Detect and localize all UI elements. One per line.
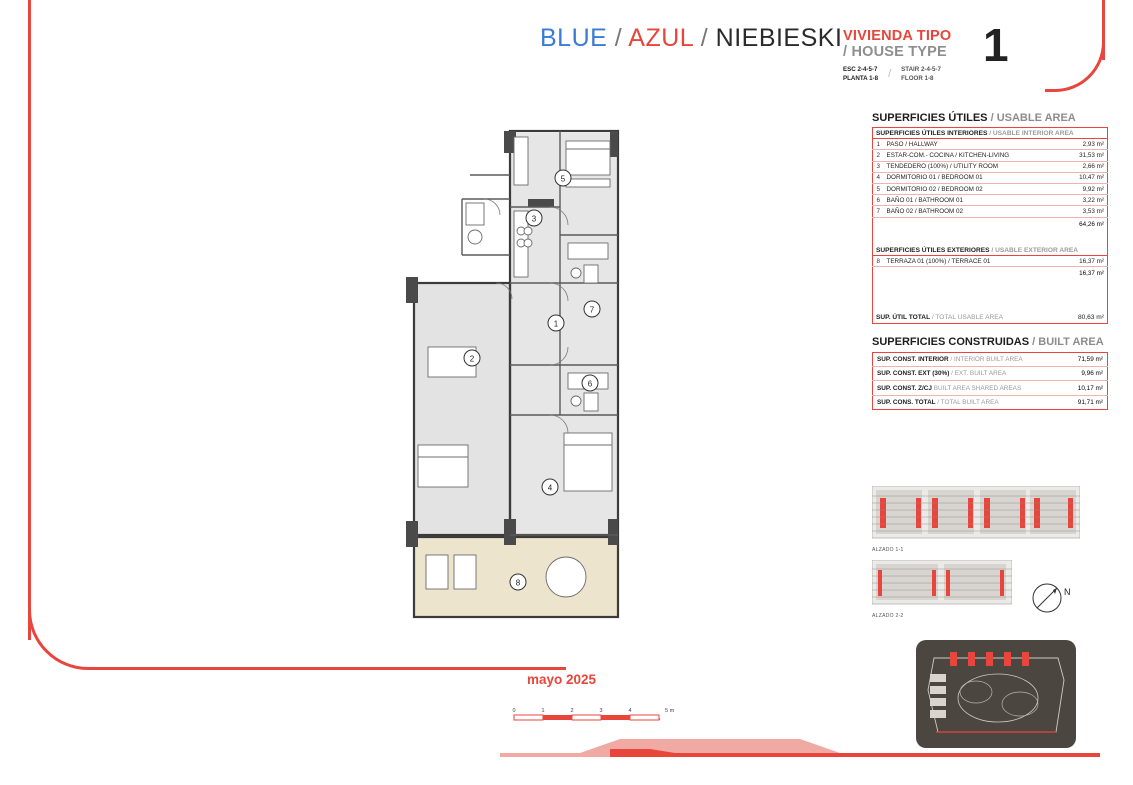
table-blank	[873, 279, 1108, 288]
svg-text:6: 6	[587, 379, 593, 389]
grand-total-label-es: SUP. ÚTIL TOTAL	[876, 314, 930, 322]
title-sep-2: /	[700, 24, 709, 52]
table-row	[873, 256, 1108, 267]
built-row-label	[873, 367, 1060, 381]
built-row-value: 10,17 m²	[1060, 381, 1108, 395]
row-label: DORMITORIO 02 / BEDROOM 02	[884, 183, 1062, 194]
svg-text:3: 3	[599, 708, 603, 714]
built-row-label-es: SUP. CONST. Z/CJ	[877, 384, 932, 392]
row-value: 3,22 m²	[1062, 195, 1108, 206]
svg-text:0: 0	[512, 708, 516, 714]
svg-text:4: 4	[547, 483, 553, 493]
site-plan-block	[916, 640, 1076, 755]
row-number: 2	[873, 150, 884, 161]
elevation-2-caption: ALZADO 2-2	[872, 613, 904, 619]
built-row-value: 91,71 m²	[1077, 398, 1103, 406]
svg-text:3: 3	[531, 214, 537, 224]
floor-plan-drawing	[400, 115, 645, 625]
compass-rose	[1030, 578, 1078, 623]
plan-marker-7	[584, 301, 600, 317]
table-spacer	[873, 229, 1108, 245]
row-number: 5	[873, 183, 884, 194]
interior-subheader-es: SUPERFICIES ÚTILES INTERIORES	[876, 129, 988, 137]
usable-area-heading-es: SUPERFICIES ÚTILES	[872, 112, 988, 124]
plan-marker-1	[548, 315, 564, 331]
elevation-2-block	[872, 560, 1012, 619]
title-sep-1: /	[614, 24, 623, 52]
row-label: TERRAZA 01 (100%) / TERRACE 01	[884, 256, 1062, 267]
stair-floor-spanish	[843, 66, 878, 84]
frame-right-curve	[1045, 40, 1105, 92]
vivienda-tipo-label: VIVIENDA TIPO	[843, 28, 952, 44]
built-row-label-es: SUP. CONST. INTERIOR	[877, 355, 949, 363]
built-area-table	[872, 352, 1108, 411]
row-label: ESTAR-COM.- COCINA / KITCHEN-LIVING	[884, 150, 1062, 161]
table-row	[873, 172, 1108, 183]
interior-total-row	[873, 217, 1108, 229]
svg-text:5 m: 5 m	[665, 708, 675, 714]
row-value: 16,37 m²	[1062, 256, 1108, 267]
table-blank	[873, 288, 1108, 297]
row-number: 1	[873, 139, 884, 150]
title-word-azul: AZUL	[628, 24, 694, 52]
title-word-niebieski: NIEBIESKI	[715, 24, 843, 52]
table-row	[873, 352, 1108, 366]
house-type-label: / HOUSE TYPE	[843, 44, 947, 60]
row-value: 10,47 m²	[1062, 172, 1108, 183]
table-blank	[873, 297, 1108, 306]
row-number: 8	[873, 256, 884, 267]
built-row-label-en: / EXT. BUILT AREA	[951, 370, 1007, 378]
row-number: 4	[873, 172, 884, 183]
built-row-label-en: / TOTAL BUILT AREA	[937, 398, 999, 406]
grand-total-label-en: / TOTAL USABLE AREA	[931, 314, 1004, 322]
row-value: 2,93 m²	[1062, 139, 1108, 150]
area-tables	[872, 112, 1108, 410]
frame-bottom-line	[146, 667, 566, 670]
elevation-1-caption: ALZADO 1-1	[872, 547, 904, 553]
compass-icon	[1030, 578, 1078, 618]
title-word-blue: BLUE	[540, 24, 608, 52]
table-row	[873, 150, 1108, 161]
exterior-subheader-es: SUPERFICIES ÚTILES EXTERIORES	[876, 246, 990, 254]
esc-en: STAIR 2-4-5-7	[901, 66, 941, 73]
compass-north-label: N	[1064, 587, 1071, 597]
exterior-subheader-en: / USABLE EXTERIOR AREA	[991, 246, 1079, 254]
esc-es: ESC 2-4-5-7	[843, 66, 878, 73]
svg-text:1: 1	[541, 708, 545, 714]
row-value: 2,66 m²	[1062, 161, 1108, 172]
usable-area-heading	[872, 112, 1108, 124]
built-row-value: 71,59 m²	[1060, 352, 1108, 366]
built-row-label-en: BUILT AREA SHARED AREAS	[933, 384, 1022, 392]
info-divider: /	[888, 68, 892, 81]
row-label: DORMITORIO 01 / BEDROOM 01	[884, 172, 1062, 183]
exterior-subheader	[873, 245, 1108, 256]
row-label: PASO / HALLWAY	[884, 139, 1062, 150]
built-area-heading-en: / BUILT AREA	[1032, 335, 1104, 348]
row-value: 31,53 m²	[1062, 150, 1108, 161]
stair-floor-english	[901, 66, 941, 84]
built-row-label-es: SUP. CONST. EXT (30%)	[877, 370, 950, 378]
elevation-2-drawing	[872, 560, 1012, 606]
built-area-heading-es: SUPERFICIES CONSTRUIDAS	[872, 335, 1030, 348]
plan-marker-8	[510, 574, 526, 590]
plan-marker-3	[526, 210, 542, 226]
elevation-1-drawing	[872, 486, 1080, 540]
table-row	[873, 395, 1108, 409]
table-row	[873, 367, 1108, 381]
grand-total-row	[873, 306, 1108, 323]
table-row	[873, 183, 1108, 194]
svg-text:4: 4	[628, 708, 632, 714]
plan-marker-6	[582, 375, 598, 391]
row-label: BAÑO 01 / BATHROOM 01	[884, 195, 1062, 206]
table-row	[873, 206, 1108, 217]
grand-total-label	[873, 306, 1062, 323]
table-row	[873, 161, 1108, 172]
svg-text:7: 7	[589, 305, 595, 315]
usable-area-heading-en: / USABLE AREA	[990, 112, 1076, 124]
built-area-heading	[872, 336, 1108, 348]
built-row-value: 9,96 m²	[1060, 367, 1108, 381]
elevation-1-block	[872, 486, 1080, 553]
interior-subheader-en: / USABLE INTERIOR AREA	[989, 129, 1074, 137]
row-number: 7	[873, 206, 884, 217]
table-row	[873, 139, 1108, 150]
usable-area-table	[872, 127, 1108, 324]
table-row	[873, 381, 1108, 395]
table-row	[873, 195, 1108, 206]
svg-text:1: 1	[553, 319, 559, 329]
built-row-label	[873, 352, 1060, 366]
interior-total-value: 64,26 m²	[1079, 220, 1104, 228]
frame-corner-curve	[28, 600, 148, 670]
table-subheader-row	[873, 128, 1108, 139]
grand-total-value: 80,63 m²	[1077, 314, 1104, 322]
svg-text:2: 2	[570, 708, 574, 714]
plan-date: mayo 2025	[527, 672, 597, 687]
plan-marker-2	[464, 350, 480, 366]
site-plan-drawing	[916, 640, 1076, 750]
floor-plan-svg	[400, 115, 645, 625]
plan-marker-5	[555, 170, 571, 186]
planta-en: FLOOR 1-8	[901, 74, 934, 82]
exterior-subheader-row	[873, 245, 1108, 256]
built-row-label	[873, 395, 1060, 409]
frame-left-line	[28, 0, 31, 640]
scale-bar	[510, 705, 710, 727]
row-number: 3	[873, 161, 884, 172]
built-row-label	[873, 381, 1060, 395]
exterior-total-row	[873, 267, 1108, 279]
row-value: 9,92 m²	[1062, 183, 1108, 194]
house-type-number: 1	[983, 19, 1009, 71]
built-row-label-es: SUP. CONS. TOTAL	[877, 398, 936, 406]
planta-es: PLANTA 1-8	[843, 74, 879, 82]
row-value: 3,53 m²	[1062, 206, 1108, 217]
row-label: TENDEDERO (100%) / UTILITY ROOM	[884, 161, 1062, 172]
svg-text:8: 8	[515, 578, 521, 588]
row-number: 6	[873, 195, 884, 206]
interior-subheader	[873, 128, 1108, 139]
svg-text:2: 2	[469, 354, 475, 364]
row-label: BAÑO 02 / BATHROOM 02	[884, 206, 1062, 217]
plan-marker-4	[542, 479, 558, 495]
exterior-total-value: 16,37 m²	[1079, 270, 1104, 278]
svg-text:5: 5	[560, 174, 566, 184]
built-row-label-en: / INTERIOR BUILT AREA	[950, 355, 1023, 363]
